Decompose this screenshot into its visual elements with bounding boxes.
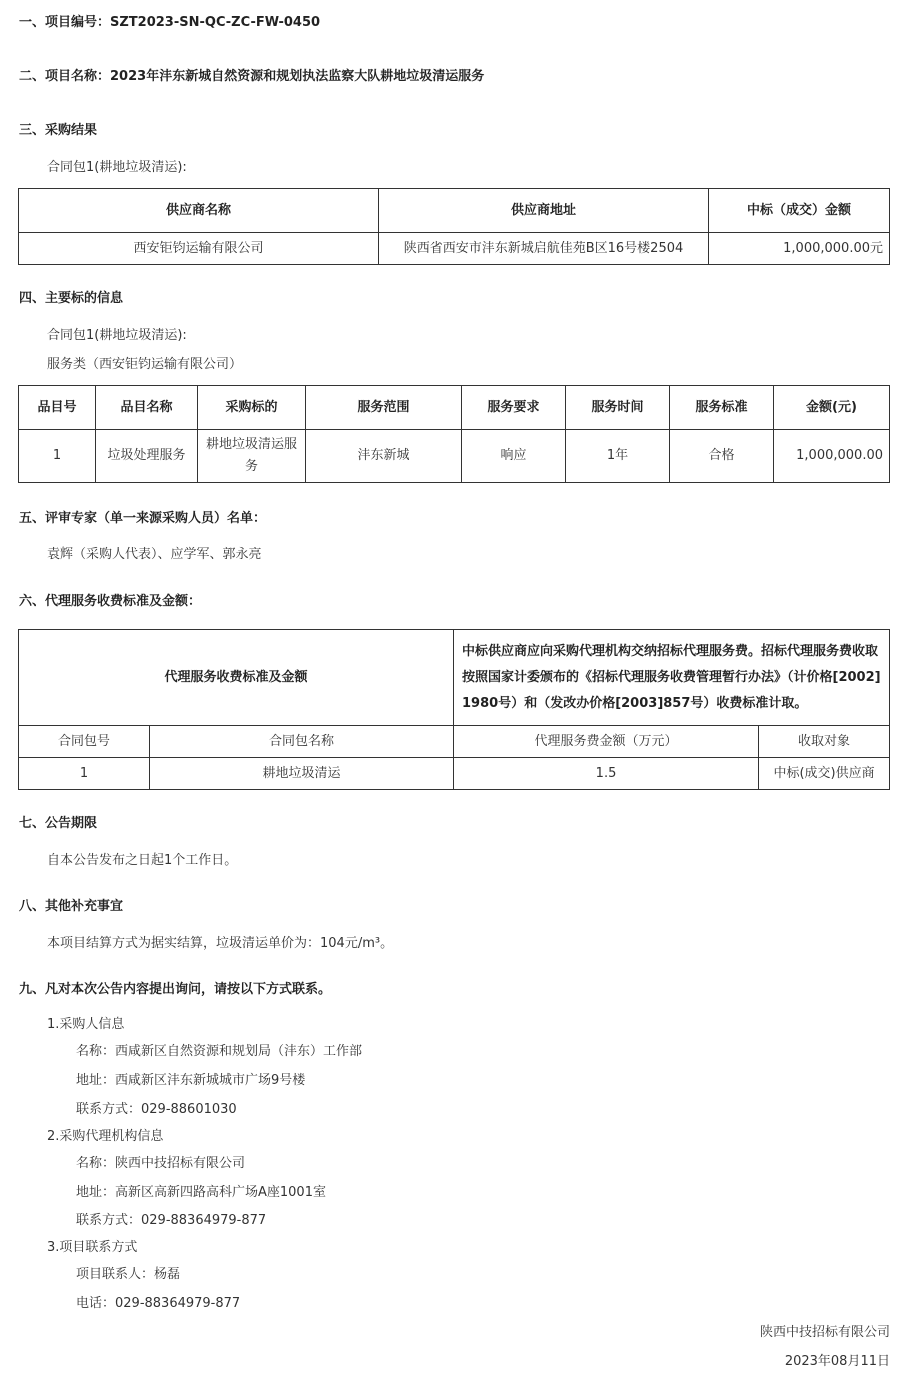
project-name-label: 二、项目名称：	[19, 69, 111, 84]
supplementary-note: 本项目结算方式为据实结算，垃圾清运单价为：104元/m³。	[47, 936, 394, 951]
table-row	[19, 233, 890, 265]
expert-names: 袁辉（采购人代表）、应学军、郭永亮	[47, 547, 262, 562]
notice-period: 自本公告发布之日起1个工作日。	[47, 853, 238, 868]
header-bid-amount: 中标（成交）金额	[709, 189, 890, 233]
project-contact-title: 3.项目联系方式	[47, 1240, 138, 1255]
service-requirement: 响应	[462, 430, 566, 483]
header-supplier-address: 供应商地址	[379, 189, 709, 233]
section-5-title: 五、评审专家（单一来源采购人员）名单：	[19, 511, 267, 526]
section-4-type: 服务类（西安钜钧运输有限公司）	[47, 357, 243, 372]
table-row	[19, 758, 890, 790]
footer-company: 陕西中技招标有限公司	[759, 1325, 890, 1340]
section-3-package: 合同包1(耕地垃圾清运):	[47, 160, 187, 175]
header-item-name: 品目名称	[96, 386, 198, 430]
header-service-scope: 服务范围	[306, 386, 462, 430]
section-9-title: 九、凡对本次公告内容提出询问，请按以下方式联系。	[19, 982, 332, 997]
footer-date: 2023年08月11日	[784, 1354, 890, 1369]
agency-fee-table	[18, 629, 890, 790]
project-name-value: 2023年沣东新城自然资源和规划执法监察大队耕地垃圾清运服务	[110, 69, 485, 84]
project-name	[19, 65, 484, 84]
header-fee-payer: 收取对象	[759, 726, 890, 758]
section-8-title: 八、其他补充事宜	[19, 899, 124, 914]
buyer-phone: 联系方式：029-88601030	[76, 1102, 237, 1117]
agent-info-title: 2.采购代理机构信息	[47, 1129, 164, 1144]
header-service-standard: 服务标准	[670, 386, 774, 430]
service-scope: 沣东新城	[306, 430, 462, 483]
agent-name: 名称：陕西中技招标有限公司	[76, 1156, 246, 1171]
result-table	[18, 188, 890, 265]
result-table-header	[19, 189, 890, 233]
header-amount: 金额(元)	[774, 386, 890, 430]
item-name: 垃圾处理服务	[96, 430, 198, 483]
supplier-address: 陕西省西安市沣东新城启航佳苑B区16号楼2504	[379, 233, 709, 265]
project-contact-person: 项目联系人：杨磊	[76, 1267, 181, 1282]
header-supplier-name: 供应商名称	[19, 189, 379, 233]
header-fee-amount: 代理服务费金额（万元）	[454, 726, 759, 758]
buyer-name: 名称：西咸新区自然资源和规划局（沣东）工作部	[76, 1044, 363, 1059]
header-service-time: 服务时间	[566, 386, 670, 430]
fee-standard-description: 中标供应商应向采购代理机构交纳招标代理服务费。招标代理服务费收取按照国家计委颁布的《招标代理服务收费管理暂行办法》（计价格[2002]1980号）和（发改办价格[2003]857号）收费标准计取。	[454, 630, 890, 726]
section-3-title: 三、采购结果	[19, 123, 98, 138]
header-package-no: 合同包号	[19, 726, 150, 758]
item-no: 1	[19, 430, 96, 483]
project-number-value: SZT2023-SN-QC-ZC-FW-0450	[110, 15, 321, 30]
table-row	[19, 430, 890, 483]
subject-table	[18, 385, 890, 483]
agency-fee-standard-row	[19, 630, 890, 726]
project-number	[19, 11, 320, 30]
agent-phone: 联系方式：029-88364979-877	[76, 1213, 267, 1228]
header-procurement-object: 采购标的	[198, 386, 306, 430]
section-7-title: 七、公告期限	[19, 816, 98, 831]
item-amount: 1,000,000.00	[774, 430, 890, 483]
service-standard: 合格	[670, 430, 774, 483]
section-4-package: 合同包1(耕地垃圾清运):	[47, 328, 187, 343]
fee-payer: 中标(成交)供应商	[759, 758, 890, 790]
header-package-name: 合同包名称	[150, 726, 454, 758]
buyer-info-title: 1.采购人信息	[47, 1017, 125, 1032]
project-contact-phone: 电话：029-88364979-877	[76, 1296, 241, 1311]
package-no: 1	[19, 758, 150, 790]
supplier-name: 西安钜钧运输有限公司	[19, 233, 379, 265]
agency-fee-header	[19, 726, 890, 758]
header-item-no: 品目号	[19, 386, 96, 430]
service-time: 1年	[566, 430, 670, 483]
procurement-object: 耕地垃圾清运服务	[198, 430, 306, 483]
project-number-label: 一、项目编号：	[19, 15, 111, 30]
section-4-title: 四、主要标的信息	[19, 291, 124, 306]
header-service-requirement: 服务要求	[462, 386, 566, 430]
subject-table-header	[19, 386, 890, 430]
bid-amount: 1,000,000.00元	[709, 233, 890, 265]
buyer-address: 地址：西咸新区沣东新城城市广场9号楼	[76, 1073, 306, 1088]
fee-amount: 1.5	[454, 758, 759, 790]
agent-address: 地址：高新区高新四路高科广场A座1001室	[76, 1185, 326, 1200]
section-6-title: 六、代理服务收费标准及金额：	[19, 594, 202, 609]
fee-standard-label: 代理服务收费标准及金额	[19, 630, 454, 726]
package-name: 耕地垃圾清运	[150, 758, 454, 790]
